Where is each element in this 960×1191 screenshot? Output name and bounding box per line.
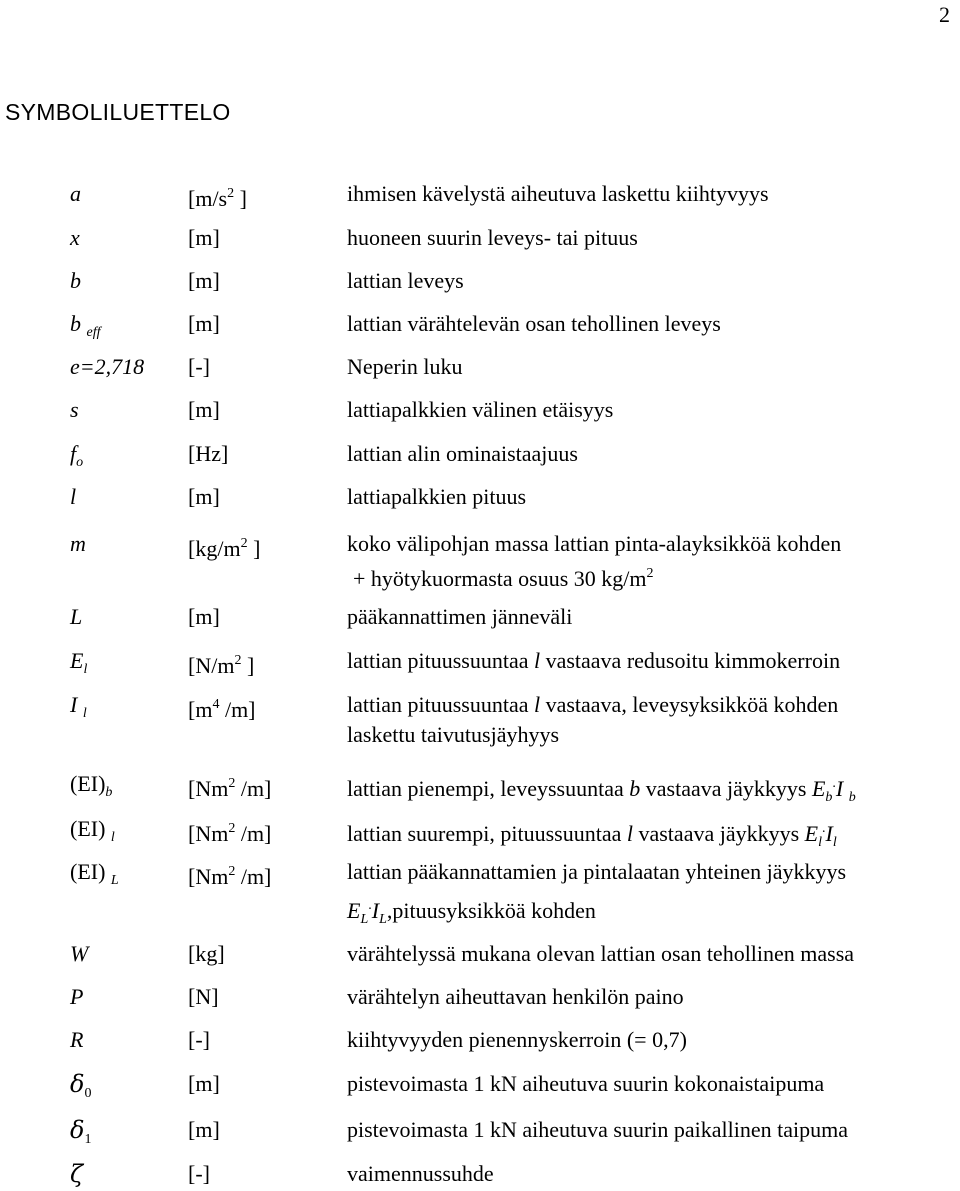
symbol: W xyxy=(70,941,89,966)
description: lattian pääkannattamien ja pintalaatan yhteinen jäykkyys xyxy=(347,859,847,884)
description: värähtelyn aiheuttavan henkilön paino xyxy=(347,984,684,1009)
unit: [m] xyxy=(188,604,220,629)
description: kiihtyvyyden pienennyskerroin (= 0,7) xyxy=(347,1027,687,1052)
description: koko välipohjan massa lattian pinta-alayksikköä kohden xyxy=(347,531,842,556)
unit: [m] xyxy=(188,268,220,293)
unit: [$m/s^2$ ] xyxy=(188,186,247,211)
description: pistevoimasta 1 kN aiheutuva suurin kokonaistaipuma xyxy=(347,1071,825,1096)
description: huoneen suurin leveys- tai pituus xyxy=(347,225,638,250)
description: ihmisen kävelystä aiheutuva laskettu kiihtyvyys xyxy=(347,181,769,206)
unit: [$N/m^2$ ] xyxy=(188,653,255,678)
symbol: I $_l$ xyxy=(70,692,87,721)
unit: [N] xyxy=(188,984,219,1009)
symbol: $(EI)_b$ xyxy=(70,771,113,800)
description: lattian pituussuuntaa l vastaava redusoitu kimmokerroin xyxy=(347,648,841,673)
description: pääkannattimen jänneväli xyxy=(347,604,573,629)
symbol: (EI) $_l$ xyxy=(70,816,115,845)
unit: [-] xyxy=(188,1027,210,1052)
page-title: SYMBOLILUETTELO xyxy=(5,99,231,125)
symbol: P xyxy=(70,984,84,1009)
unit: [kg] xyxy=(188,941,225,966)
unit: [-] xyxy=(188,1161,210,1186)
description: värähtelyssä mukana olevan lattian osan tehollinen massa xyxy=(347,941,855,966)
unit: [m] xyxy=(188,1071,220,1096)
symbol: l xyxy=(70,484,77,509)
symbol: $\delta_0$ xyxy=(70,1070,92,1101)
unit: [m] xyxy=(188,484,220,509)
unit: [m] xyxy=(188,311,220,336)
symbol: a xyxy=(70,181,81,206)
symbol: b xyxy=(70,268,81,293)
unit: [$kg/m^2$ ] xyxy=(188,536,261,561)
description: lattiapalkkien pituus xyxy=(347,484,527,509)
symbol: $E_l$ xyxy=(70,648,88,677)
symbol: $\delta_1$ xyxy=(70,1116,92,1147)
symbol: x xyxy=(70,225,80,250)
description: lattian pituussuuntaa l vastaava, leveysyksikköä kohden xyxy=(347,692,839,717)
description: lattian leveys xyxy=(347,268,464,293)
symbol: ζ xyxy=(70,1160,84,1188)
description-line2: + hyötykuormasta osuus 30 $kg/m^2$ xyxy=(353,566,654,591)
description-line2: $E_L^.I_L,pituusyksikköä$ kohden xyxy=(347,898,596,927)
description: lattian suurempi, pituussuuntaa l vastaava jäykkyys $E_l^.I_l$ xyxy=(347,821,837,850)
description: vaimennussuhde xyxy=(347,1161,494,1186)
symbol: $f_o$ xyxy=(70,441,84,470)
description: pistevoimasta 1 kN aiheutuva suurin paikallinen taipuma xyxy=(347,1117,848,1142)
symbol: R xyxy=(70,1027,84,1052)
unit: [m] xyxy=(188,1117,220,1142)
description: lattian pienempi, leveyssuuntaa b vastaava jäykkyys $E_b^.I$ $_b$ xyxy=(347,776,856,805)
symbol: (EI) $_L$ xyxy=(70,859,119,888)
description-line2: laskettu taivutusjäyhyys xyxy=(347,722,560,747)
symbol: e=2,718 xyxy=(70,354,145,379)
symbol: m xyxy=(70,531,86,556)
unit: [m] xyxy=(188,225,220,250)
unit: [-] xyxy=(188,354,210,379)
symbol: b $_{eff}$ xyxy=(70,311,101,340)
unit: [Nm$^2$ /m] xyxy=(188,821,272,846)
unit: [m] xyxy=(188,397,220,422)
description: lattian alin ominaistaajuus xyxy=(347,441,578,466)
symbol: s xyxy=(70,397,79,422)
unit: [Hz] xyxy=(188,441,229,466)
description: Neperin luku xyxy=(347,354,463,379)
description: lattian värähtelevän osan tehollinen leveys xyxy=(347,311,721,336)
unit: [$m^4$ /m] xyxy=(188,697,256,722)
unit: [Nm$^2$ /m] xyxy=(188,864,272,889)
description: lattiapalkkien välinen etäisyys xyxy=(347,397,614,422)
page-number: 2 xyxy=(939,2,950,27)
symbol: L xyxy=(70,604,83,629)
unit: [Nm$^2$ /m] xyxy=(188,776,272,801)
